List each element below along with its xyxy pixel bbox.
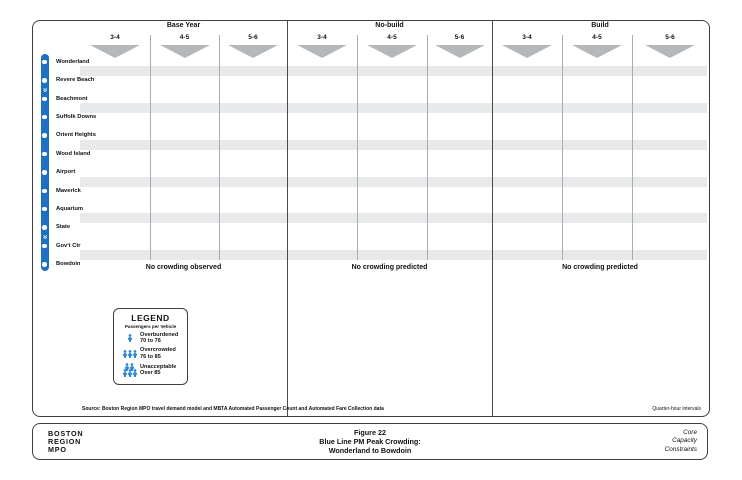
legend-entry-label: Overcrowded	[140, 347, 176, 354]
station-dot	[42, 189, 47, 194]
station-label: Beachmont	[56, 95, 88, 102]
agency-line: MPO	[48, 445, 67, 455]
interval-label: 5-6	[665, 34, 675, 41]
station-label: Maverick	[56, 187, 81, 194]
report-tagline	[665, 429, 697, 454]
unacceptable-crowd-icon	[119, 363, 140, 377]
agency-line: REGION	[48, 437, 82, 447]
scenario-label: No-build	[375, 22, 404, 29]
person-icon	[132, 350, 138, 358]
station-dot	[42, 170, 47, 175]
row-stripe	[80, 250, 707, 260]
crowding-note: No crowding predicted	[562, 264, 638, 271]
crossover-chevron-icon	[41, 86, 49, 94]
station-label: Suffolk Downs	[56, 114, 97, 120]
crowding-note: No crowding observed	[145, 264, 222, 271]
station-dot	[42, 133, 47, 138]
row-stripe	[80, 66, 707, 76]
row-stripe	[80, 140, 707, 150]
station-label: Wood Island	[56, 150, 91, 157]
tagline-line: Core	[683, 429, 697, 436]
legend-entry-range: 76 to 85	[140, 353, 161, 360]
interval-label: 3-4	[522, 34, 532, 41]
tagline-line: Constraints	[664, 445, 697, 453]
source-note: Source: Boston Region MPO travel demand model and MBTA Automated Passenger Count and Automated Fare Collection data	[82, 406, 384, 412]
legend-entry-label: Unacceptable	[140, 363, 177, 370]
station-dot	[42, 262, 47, 267]
figure-number: Figure 22	[354, 428, 386, 437]
direction-arrow-icon	[160, 45, 210, 58]
interval-divider	[632, 35, 633, 260]
legend-entry-range: Over 85	[140, 369, 161, 376]
overcrowded-people-icon	[119, 350, 140, 358]
row-stripe	[80, 177, 707, 187]
direction-arrow-icon	[502, 45, 552, 58]
station-label: Orient Heights	[56, 132, 96, 139]
station-dot	[42, 78, 47, 83]
legend-entry-text	[140, 364, 176, 376]
station-label: State	[56, 224, 71, 231]
direction-arrow-icon	[572, 45, 622, 58]
person-icon	[132, 369, 138, 377]
direction-arrow-icon	[297, 45, 347, 58]
row-stripe	[80, 213, 707, 223]
station-label: Airport	[56, 169, 76, 176]
station-label: Gov't Ctr	[56, 242, 81, 249]
crowding-note: No crowding predicted	[351, 264, 428, 271]
scenario-label: Build	[591, 22, 609, 29]
interval-label: 3-4	[110, 34, 120, 41]
figure-title	[33, 429, 707, 455]
legend	[113, 308, 188, 385]
legend-title: LEGEND	[131, 313, 170, 323]
interval-label: 4-5	[592, 34, 602, 41]
direction-arrow-icon	[228, 45, 278, 58]
crossover-chevron-icon	[41, 233, 49, 241]
interval-label: 5-6	[454, 34, 465, 41]
interval-label: 4-5	[179, 34, 190, 41]
agency-line: BOSTON	[48, 429, 84, 438]
direction-arrow-icon	[645, 45, 695, 58]
interval-label: 5-6	[248, 34, 258, 41]
interval-note: Quarter-hour intervals	[652, 406, 701, 412]
interval-divider	[219, 35, 220, 260]
station-label: Bowdoin	[56, 261, 81, 268]
direction-arrow-icon	[367, 45, 417, 58]
interval-label: 3-4	[317, 34, 327, 41]
scenario-label: Base Year	[166, 22, 201, 29]
interval-divider	[562, 35, 563, 260]
legend-entry	[119, 363, 184, 377]
legend-entry-range: 70 to 76	[140, 338, 161, 345]
figure-title-line: Wonderland to Bowdoin	[328, 445, 412, 455]
figure-title-line: Blue Line PM Peak Crowding:	[319, 436, 421, 446]
legend-entry	[119, 347, 184, 359]
interval-label: 4-5	[387, 34, 397, 41]
legend-entry-label: Overburdened	[140, 332, 179, 338]
footer-bar	[32, 423, 708, 460]
person-icon	[127, 334, 133, 342]
direction-arrow-icon	[435, 45, 485, 58]
interval-divider	[150, 35, 151, 260]
legend-subtitle: Passengers per Vehicle	[124, 324, 177, 329]
scenario-divider	[492, 20, 493, 416]
interval-divider	[357, 35, 358, 260]
station-label: Aquarium	[56, 206, 84, 212]
legend-entry-text	[140, 332, 178, 344]
overburdened-person-icon	[119, 334, 140, 342]
station-dot	[42, 97, 47, 102]
station-label: Wonderland	[56, 58, 90, 65]
legend-entry-text	[140, 347, 176, 359]
legend-entry-list	[114, 329, 187, 377]
legend-entry	[119, 332, 184, 344]
row-stripe	[80, 103, 707, 113]
direction-arrow-icon	[90, 45, 140, 58]
station-dot	[42, 225, 47, 230]
station-label: Revere Beach	[56, 77, 95, 84]
scenario-divider	[287, 20, 288, 416]
tagline-line: Capacity	[672, 437, 697, 445]
interval-divider	[427, 35, 428, 260]
